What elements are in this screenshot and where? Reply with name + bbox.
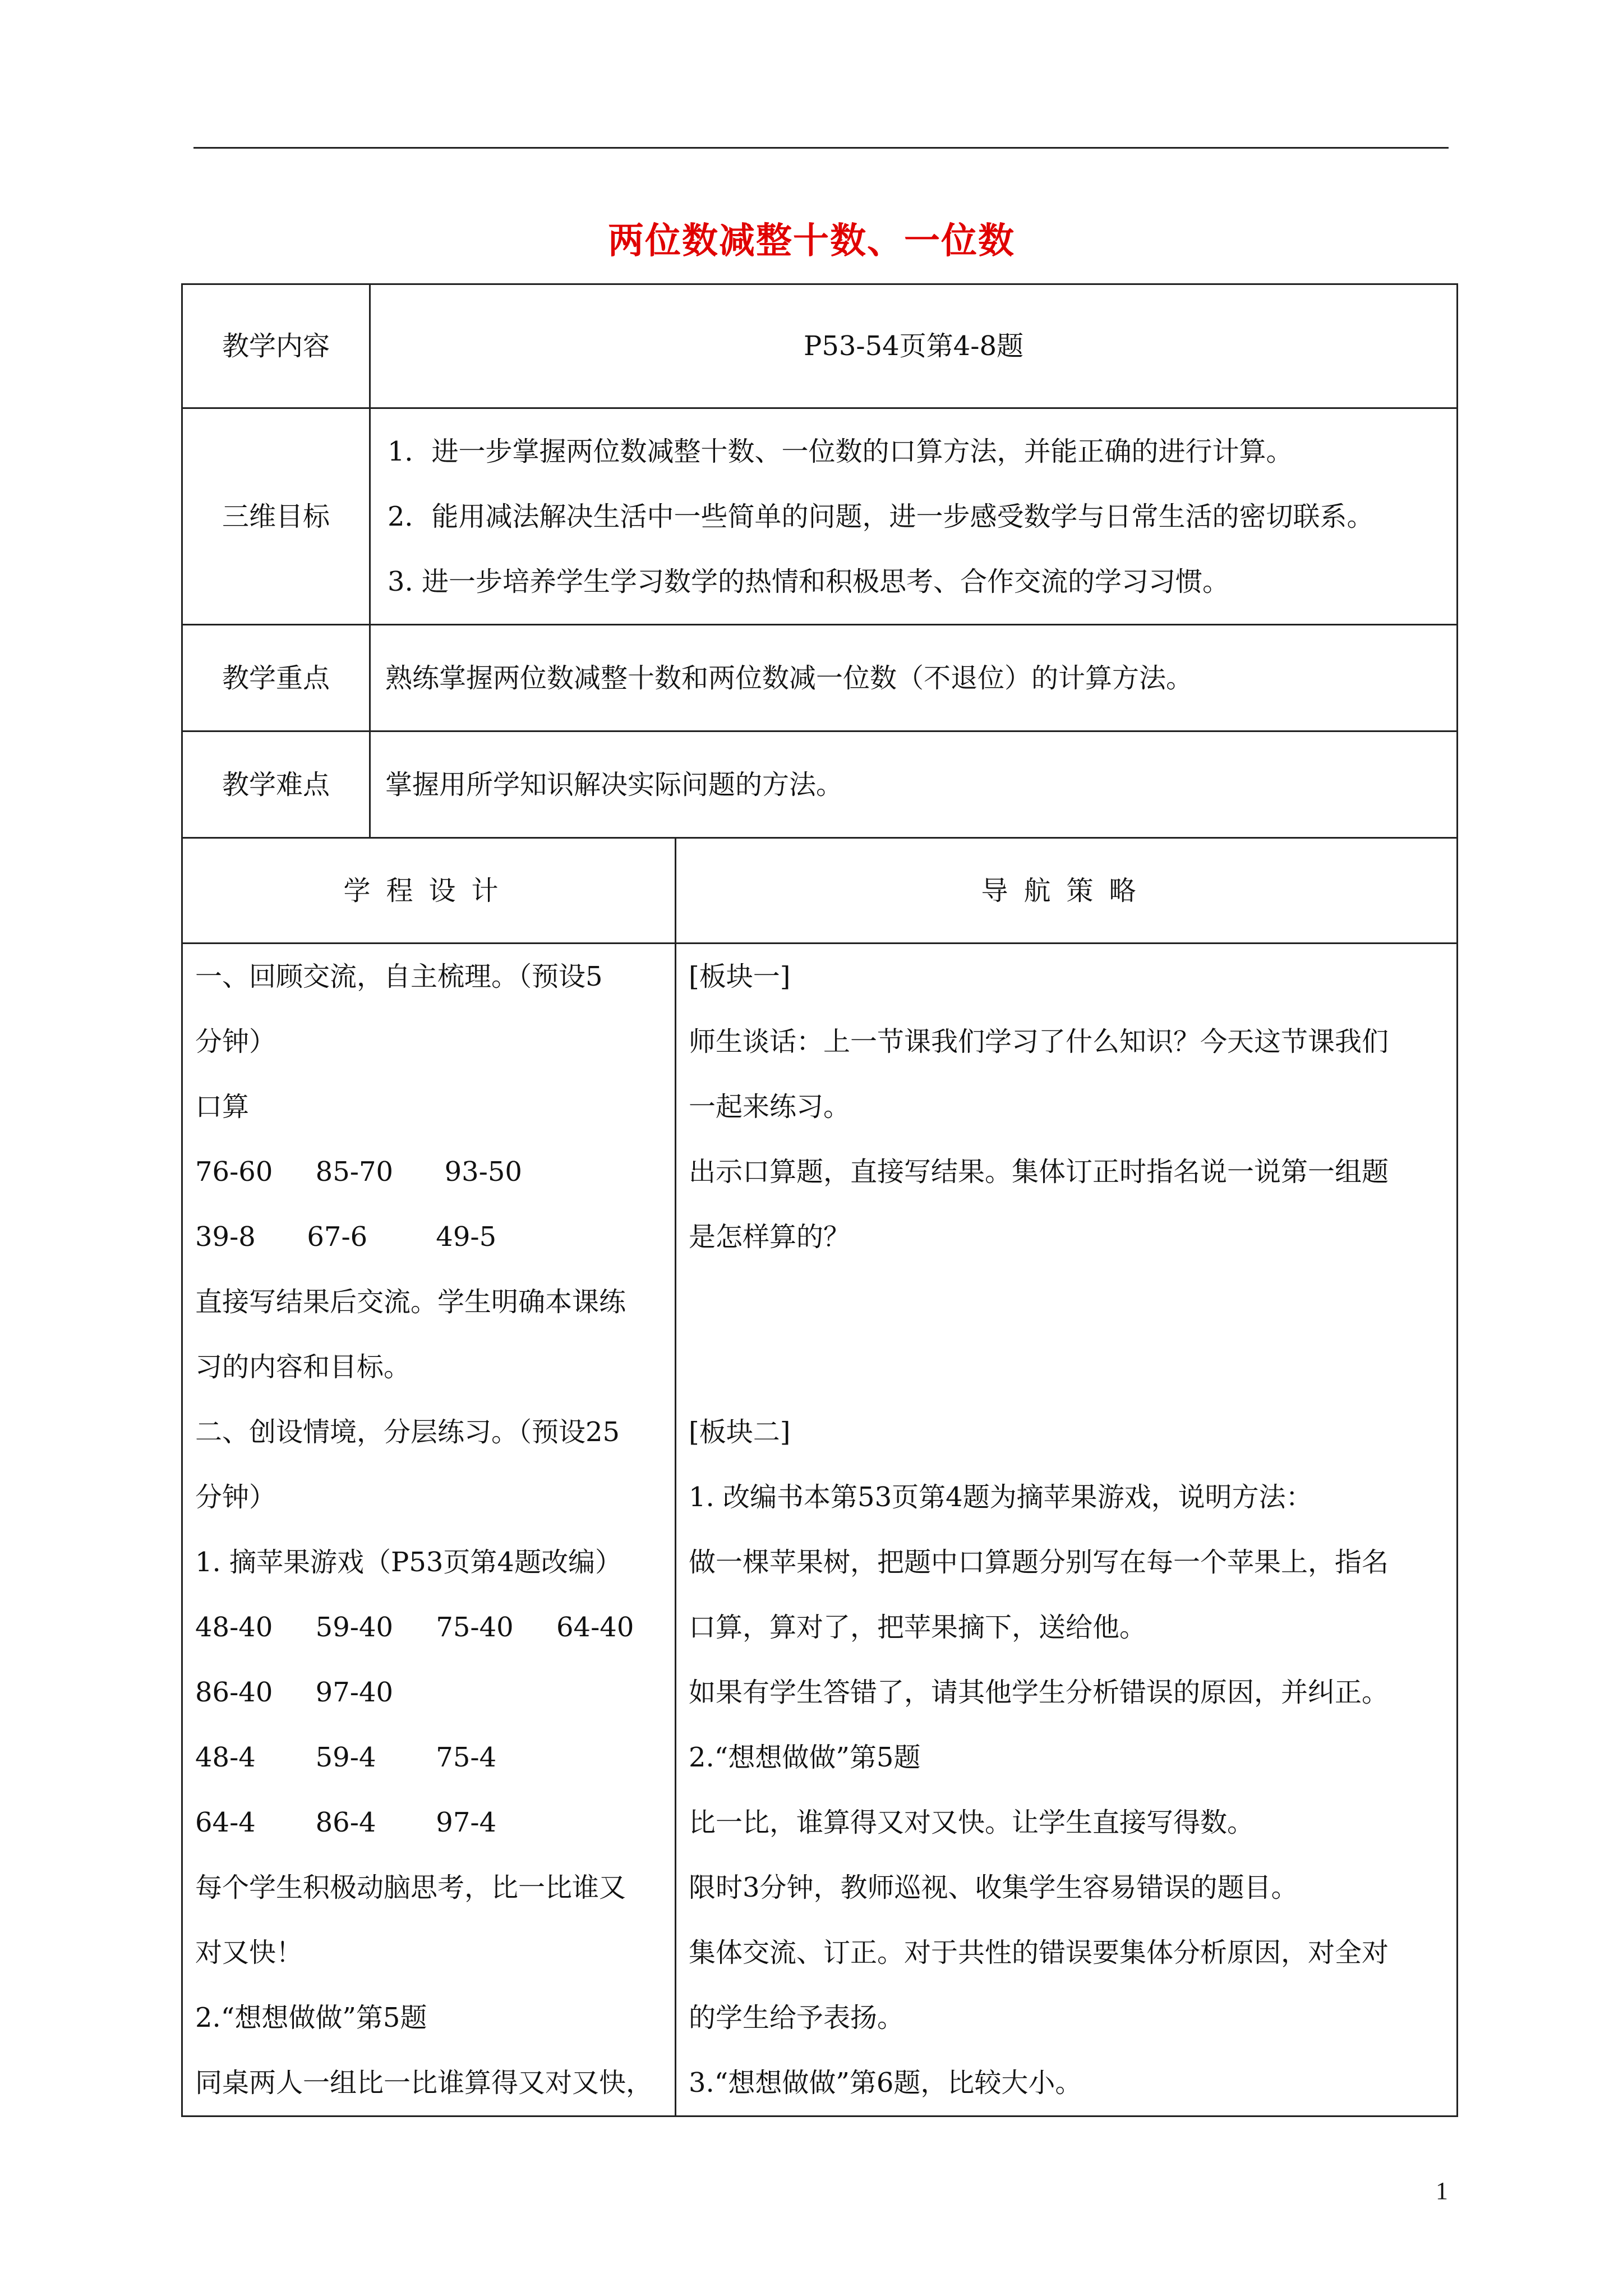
text-line: 48-40 59-40 75-40 64-40 <box>195 1612 634 1643</box>
value-key-points: 熟练掌握两位数减整十数和两位数减一位数（不退位）的计算方法。 <box>370 625 1458 731</box>
learning-design-column <box>182 944 676 2116</box>
page-title: 两位数减整十数、一位数 <box>608 220 1015 262</box>
column-header-design: 学程设计 <box>182 838 676 944</box>
text-line: 习的内容和目标。 <box>195 1351 411 1383</box>
navigation-strategy-column <box>676 944 1458 2116</box>
row-column-headers <box>182 838 1458 944</box>
column-header-strategy: 导航策略 <box>676 838 1458 944</box>
page-number: 1 <box>1436 2177 1448 2205</box>
text-line: 1. 改编书本第53页第4题为摘苹果游戏，说明方法： <box>689 1481 1313 1513</box>
text-line: 的学生给予表扬。 <box>689 2002 905 2033</box>
lesson-plan-table <box>181 283 1458 2117</box>
row-key-points <box>182 625 1458 731</box>
text-line: 2.“想想做做”第5题 <box>689 1742 921 1773</box>
row-lesson-body <box>182 944 1458 2116</box>
row-difficulties <box>182 731 1458 838</box>
text-line: 2.“想想做做”第5题 <box>195 2002 427 2033</box>
text-line: 比一比，谁算得又对又快。让学生直接写得数。 <box>689 1807 1255 1838</box>
label-teaching-content: 教学内容 <box>182 284 370 408</box>
label-difficulties: 教学难点 <box>182 731 370 838</box>
text-line: 48-4 59-4 75-4 <box>195 1742 497 1773</box>
text-line: 是怎样算的？ <box>689 1221 851 1253</box>
text-line: [板块一] <box>689 961 791 992</box>
text-line: 一起来练习。 <box>689 1091 851 1122</box>
label-key-points: 教学重点 <box>182 625 370 731</box>
text-line: 76-60 85-70 93-50 <box>195 1156 522 1188</box>
text-line: 口算 <box>195 1091 250 1122</box>
text-line: 分钟） <box>195 1026 276 1057</box>
text-line: 3.“想想做做”第6题，比较大小。 <box>689 2067 1082 2099</box>
text-line: 限时3分钟，教师巡视、收集学生容易错误的题目。 <box>689 1872 1298 1903</box>
text-line: 对又快！ <box>195 1937 303 1968</box>
text-line: 做一棵苹果树，把题中口算题分别写在每一个苹果上，指名 <box>689 1547 1389 1578</box>
text-line: 39-8 67-6 49-5 <box>195 1221 497 1253</box>
text-line: 如果有学生答错了，请其他学生分析错误的原因，并纠正。 <box>689 1677 1389 1708</box>
text-line: 一、回顾交流，自主梳理。（预设5 <box>195 961 603 992</box>
text-line: 86-40 97-40 <box>195 1677 394 1708</box>
value-difficulties: 掌握用所学知识解决实际问题的方法。 <box>370 731 1458 838</box>
text-line <box>689 1269 1444 1335</box>
text-line: 集体交流、订正。对于共性的错误要集体分析原因，对全对 <box>689 1937 1389 1968</box>
text-line <box>689 1335 1444 1400</box>
text-line: [板块二] <box>689 1416 791 1448</box>
goals-list <box>370 408 1458 625</box>
row-goals <box>182 408 1458 625</box>
text-line: 同桌两人一组比一比谁算得又对又快， <box>195 2067 653 2099</box>
header-rule <box>193 147 1449 149</box>
text-line: 分钟） <box>195 1481 276 1513</box>
text-line: 口算，算对了，把苹果摘下，送给他。 <box>689 1612 1147 1643</box>
goal-item: 2．能用减法解决生活中一些简单的问题，进一步感受数学与日常生活的密切联系。 <box>388 500 1374 532</box>
value-teaching-content: P53-54页第4-8题 <box>370 284 1458 408</box>
goal-item: 1．进一步掌握两位数减整十数、一位数的口算方法，并能正确的进行计算。 <box>388 435 1293 467</box>
text-line: 出示口算题，直接写结果。集体订正时指名说一说第一组题 <box>689 1156 1389 1188</box>
text-line: 64-4 86-4 97-4 <box>195 1807 497 1838</box>
goal-item: 3. 进一步培养学生学习数学的热情和积极思考、合作交流的学习习惯。 <box>388 565 1230 597</box>
row-teaching-content <box>182 284 1458 408</box>
text-line: 师生谈话：上一节课我们学习了什么知识？今天这节课我们 <box>689 1026 1389 1057</box>
label-goals: 三维目标 <box>182 408 370 625</box>
text-line: 二、创设情境，分层练习。（预设25 <box>195 1416 620 1448</box>
text-line: 直接写结果后交流。学生明确本课练 <box>195 1286 626 1318</box>
text-line: 每个学生积极动脑思考，比一比谁又 <box>195 1872 626 1903</box>
text-line: 1. 摘苹果游戏（P53页第4题改编） <box>195 1547 622 1578</box>
